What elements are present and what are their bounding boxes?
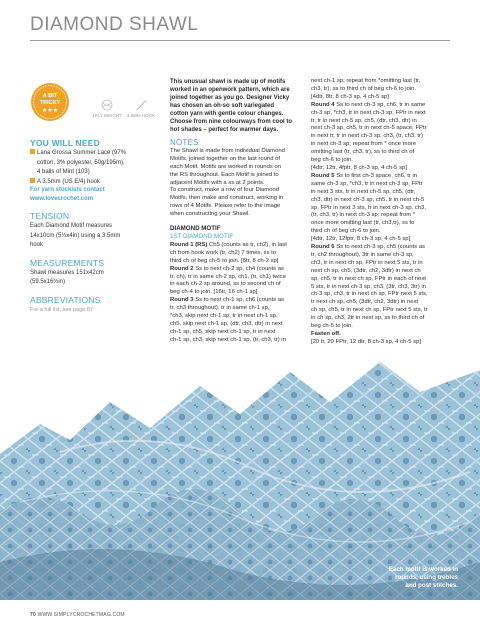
- intro-line: worked in an openwork pattern, which are: [170, 87, 290, 93]
- final-counts: [20 tr, 20 FPtr, 12 dtr, 8 ch-3 sp, 4 ch-5 sp]: [311, 338, 422, 345]
- need-yarn-line-3: 4 balls of Mint (103): [37, 169, 90, 175]
- intro-paragraph: [170, 78, 303, 134]
- notes-line: Motifs, then make and construct, working in: [170, 195, 284, 202]
- bullet-icon: [30, 149, 35, 154]
- page-title: DIAMOND SHAWL: [30, 14, 199, 35]
- page-footer: [30, 612, 125, 618]
- hook-info: [124, 99, 158, 119]
- motif-heading: DIAMOND MOTIF: [170, 225, 221, 233]
- badge-line-2: TRICKY: [39, 100, 61, 106]
- round-3-continued: next ch-1 sp; repeat from *omitting last (tr, ch3, tr), ss to third ch of beg ch-6 to join. [4dtr, 8tr, 8 ch-3 sp, 4 ch-5 sp]: [311, 78, 421, 100]
- stockists-text: For yarn stockists contact: [30, 187, 105, 193]
- shawl-image: [0, 362, 480, 600]
- intro-line: Choose from nine colourways from cool to: [170, 119, 293, 125]
- tension-line-2: 14x10cm (5½x4in) using a 3.5mm: [30, 232, 121, 239]
- need-yarn-line-2: cotton, 3% polyester, 50g/195m),: [37, 159, 125, 166]
- notes-line: when constructing your Shawl.: [170, 211, 250, 218]
- stockists-link[interactable]: www.lovecrochet.com: [30, 195, 94, 202]
- badge-line-1: A BIT: [42, 93, 58, 99]
- round-3: Round 3 Ss to next ch-1 sp, ch6 (counts as tr, ch3 throughout), tr in same ch-1 sp, *ch3, skip next ch-1 sp, tr in next ch-1 sp, ch5, skip next ch-1 sp, (dtr, ch3, dtr) in next ch-1 sp, ch5, skip next ch-1 sp, tr in next ch-1 sp, ch3, skip next ch-1 sp, (tr, ch3, tr) in: [170, 297, 286, 343]
- notes-paragraph: [170, 148, 303, 219]
- measurements-heading: MEASUREMENTS: [30, 257, 105, 268]
- photo-caption: Each motif is worked in rounds, using trebles and post stitches.: [388, 566, 458, 589]
- hook-label: 3.5MM HOOK: [126, 113, 156, 118]
- tension-line-1: Each Diamond Motif measures: [30, 223, 113, 229]
- weight-info: [90, 99, 124, 119]
- notes-line: To construct, make a row of four Diamond: [170, 187, 280, 194]
- motif-subheading: 1ST DIAMOND MOTIF: [170, 232, 234, 240]
- round-1: Round 1 (RS) Ch5 (counts as tr, ch2), in last ch from hook work (tr, ch2) 7 times, ss to third ch of beg ch-5 to join. [8tr, 8 ch-2 sp]: [170, 241, 287, 264]
- fasten-off: Fasten off.: [311, 331, 341, 337]
- crochet-hook-icon: [134, 99, 148, 111]
- round-2: Round 2 Ss to next ch-2 sp, ch4 (counts as tr, ch), tr in same ch-2 sp, ch1, (tr, ch1) twice in each ch-2 sp around, ss to second ch of beg ch-4 to join. [16tr, 16 ch-1 sp]: [170, 265, 286, 296]
- round-5: Round 5 Ss to first ch-3 space, ch6, tr in same ch-3 sp, *ch3, tr in next ch-3 sp, FPtr in next 3 sts, tr in next ch-5 sp, ch5, (dtr, ch3, dtr) in next ch-3 sp, ch5, tr in next ch-5 sp, FPtr in next 3 sts, tr in next ch-3 sp, ch3, (tr, ch3, tr) in next ch-3 sp; repeat from * once more omitting last (tr, ch3,tr), ss to third ch of beg ch-6 to join. [4dtr, 12tr, 12fptr, 8 ch-3 sp, 4 ch-5 sp]: [311, 172, 426, 243]
- round-4: Round 4 Ss to next ch-3 sp, ch6, tr in same ch-3 sp, *ch3, tr in next ch-3 sp, FPtr in next tr, tr in next ch-5 sp, ch5, (dtr, ch3, dtr) in next ch-3 sp, ch5, tr in next ch-5 space, FPtr in next tr, tr in next ch-3 sp, ch3, (tr, ch3, tr) in next ch-3 sp; repeat from * once more omitting last (tr, ch3, tr), ss to third ch of beg ch-6 to join. [4dtr, 12tr, 4fptr, 8 ch-3 sp, 4 ch-5 sp]: [311, 101, 427, 171]
- abbreviations-heading: ABBREVIATIONS: [30, 294, 101, 305]
- notes-line: the RS throughout. Each Motif is joined to: [170, 171, 279, 178]
- round-6: Round 6 Ss to next ch-3 sp, ch5 (counts as tr, ch2 throughout), 3tr in same ch-3 sp, ch3, tr in next ch sp, FPtr in next 5 sts, tr in next ch sp, ch5, (3dtr, ch2, 3dtr) in next ch sp, ch5, tr in next ch sp, FPtr in each of next 5 sts, tr in next ch-3 sp, ch3, (3tr, ch3, 3tr) in ch-3 sp, ch3, tr in next ch sp, FPtr next 5 sts, tr next ch sp, ch5, (3dtr, ch2, 3dtr) in next ch sp, ch5, tr in next ch sp, FPtr next 5 sts, tr in ch sp, ch3, 2tr in next sp, ss to third ch of beg ch-5 to join.: [311, 244, 428, 330]
- intro-line: This unusual shawl is made up of motifs: [170, 79, 286, 85]
- weight-label: 4PLY WEIGHT: [92, 113, 122, 118]
- notes-line: Motifs, joined together on the last round of: [170, 155, 281, 162]
- intro-line: has chosen an oh-so soft variegated: [170, 103, 275, 109]
- notes-line: each Motif. Motifs are worked in rounds on: [170, 163, 281, 170]
- badge-stars: ★★★: [41, 107, 59, 114]
- measurements-line-1: Shawl measures 151x42cm: [30, 269, 104, 276]
- page-number: 70: [30, 612, 36, 618]
- difficulty-info: [30, 76, 160, 134]
- notes-line: adjacent Motifs with a ss at 2 points.: [170, 179, 265, 186]
- title-rule: [30, 40, 450, 41]
- intro-line: hot shades – perfect for warmer days.: [170, 127, 279, 133]
- right-column: [311, 78, 450, 347]
- difficulty-badge-icon: [30, 82, 70, 122]
- tension-heading: TENSION: [30, 211, 70, 221]
- sidebar: [30, 76, 160, 314]
- intro-line: cotton yarn with gentle colour changes.: [170, 111, 284, 117]
- shawl-photo: [0, 362, 480, 600]
- notes-line: rows of 4 Motifs. Please refer to the image: [170, 203, 281, 210]
- measurements-line-2: (59.5x16½in): [30, 279, 66, 285]
- middle-column: [170, 78, 303, 345]
- abbreviations-note: For a full list, see page 87: [30, 306, 93, 313]
- tension-line-3: hook: [30, 242, 44, 248]
- footer-url[interactable]: WWW.SIMPLYCROCHETMAG.COM: [37, 612, 125, 618]
- yarn-ball-icon: [100, 99, 114, 111]
- notes-line: The Shawl is made from individual Diamond: [170, 147, 285, 154]
- need-yarn: Lana Grossa Summer Lace (97%: [30, 149, 160, 158]
- intro-line: joined together as you go. Designer Vicky: [170, 95, 290, 101]
- need-hook: A 3.5mm (US E/4) hook: [30, 178, 160, 187]
- you-will-need-heading: YOU WILL NEED: [30, 138, 100, 148]
- notes-heading: NOTES: [170, 138, 199, 147]
- bullet-icon: [30, 178, 35, 183]
